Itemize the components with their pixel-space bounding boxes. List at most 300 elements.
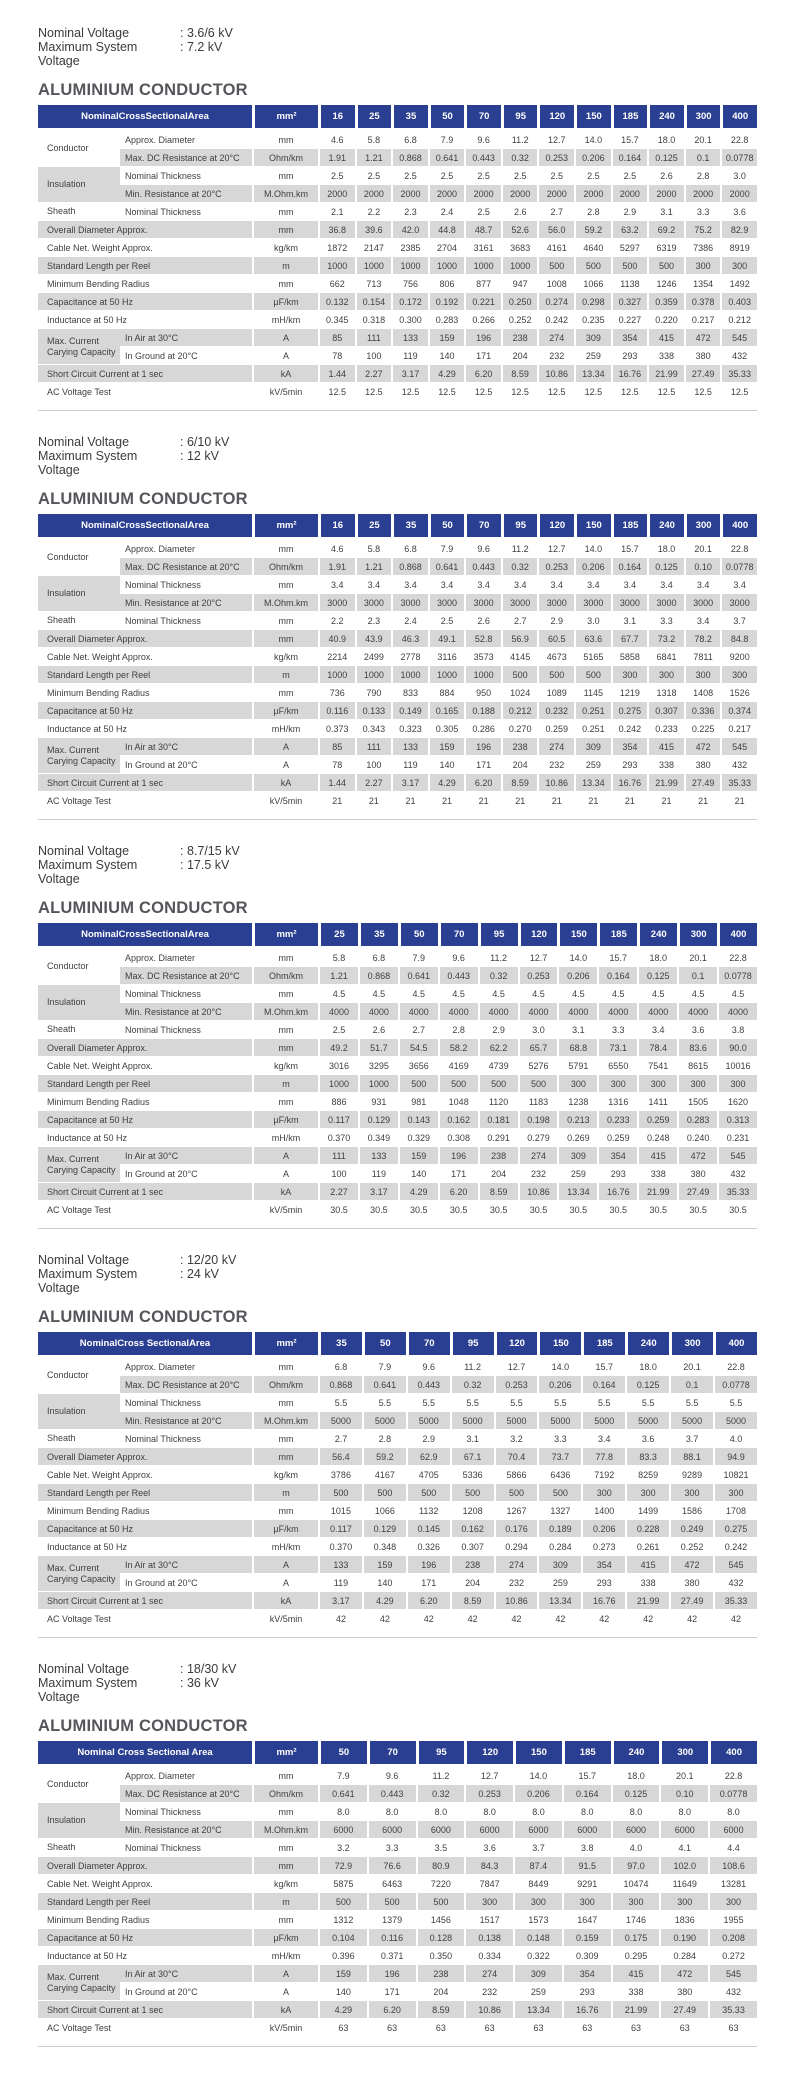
table-row (38, 630, 757, 648)
value-cell: 1000 (358, 1075, 398, 1093)
value-cell: 10.86 (537, 365, 574, 383)
value-cell: 1.44 (318, 365, 355, 383)
value-cell: 102.0 (659, 1857, 708, 1875)
value-cell: 12.5 (647, 383, 684, 401)
row-group-label: Conductor (38, 1767, 120, 1803)
value-cell: 119 (391, 347, 428, 365)
value-cell: 0.298 (574, 293, 611, 311)
value-cell: 0.154 (355, 293, 392, 311)
row-label: AC Voltage Test (38, 1610, 252, 1628)
value-cell: 0.253 (464, 1785, 513, 1803)
value-cell: 7.9 (398, 949, 438, 967)
table-header-row (38, 514, 757, 540)
conductor-spec-table (38, 105, 757, 401)
value-cell: 0.309 (562, 1947, 611, 1965)
value-cell: 8.0 (367, 1803, 416, 1821)
value-cell: 4000 (318, 1003, 358, 1021)
value-cell: 20.1 (659, 1767, 708, 1785)
row-sub-label: Nominal Thickness (120, 203, 252, 221)
table-row (38, 967, 757, 985)
row-unit: A (252, 1574, 318, 1592)
value-cell: 1318 (647, 684, 684, 702)
value-cell: 73.1 (597, 1039, 637, 1057)
nominal-voltage-value: : 8.7/15 kV (180, 844, 240, 858)
max-system-voltage-label: Maximum System Voltage (38, 40, 138, 68)
value-cell: 8449 (513, 1875, 562, 1893)
value-cell: 21.99 (625, 1592, 669, 1610)
row-unit: mm (252, 949, 318, 967)
value-cell: 0.162 (438, 1111, 478, 1129)
size-column-header: 400 (713, 1332, 757, 1358)
voltage-section (38, 26, 757, 411)
value-cell: 2.27 (355, 774, 392, 792)
row-unit: kg/km (252, 239, 318, 257)
value-cell: 7192 (581, 1466, 625, 1484)
row-unit: m (252, 257, 318, 275)
row-unit: A (252, 756, 318, 774)
value-cell: 6463 (367, 1875, 416, 1893)
value-cell: 22.8 (708, 1767, 757, 1785)
value-cell: 5858 (611, 648, 648, 666)
value-cell: 13281 (708, 1875, 757, 1893)
value-cell: 119 (358, 1165, 398, 1183)
row-label: Capacitance at 50 Hz (38, 1520, 252, 1538)
value-cell: 5866 (494, 1466, 538, 1484)
row-label: AC Voltage Test (38, 383, 252, 401)
row-unit: mm (252, 985, 318, 1003)
size-column-header: 300 (684, 105, 721, 131)
value-cell: 3.7 (513, 1839, 562, 1857)
row-label: Standard Length per Reel (38, 666, 252, 684)
row-label: Minimum Bending Radius (38, 1093, 252, 1111)
value-cell: 5.5 (450, 1394, 494, 1412)
value-cell: 500 (450, 1484, 494, 1502)
size-column-header: 185 (611, 514, 648, 540)
row-label: Overall Diameter Approx. (38, 1039, 252, 1057)
value-cell: 0.252 (669, 1538, 713, 1556)
table-row (38, 383, 757, 401)
value-cell: 0.242 (611, 720, 648, 738)
value-cell: 3.2 (318, 1839, 367, 1857)
max-system-voltage-line (38, 858, 757, 886)
row-unit: kg/km (252, 1466, 318, 1484)
value-cell: 35.33 (720, 365, 757, 383)
value-cell: 2.9 (537, 612, 574, 630)
value-cell: 8.0 (464, 1803, 513, 1821)
value-cell: 9.6 (438, 949, 478, 967)
value-cell: 0.283 (677, 1111, 717, 1129)
value-cell: 0.162 (450, 1520, 494, 1538)
value-cell: 30.5 (438, 1201, 478, 1219)
value-cell: 4.5 (557, 985, 597, 1003)
value-cell: 1000 (501, 257, 538, 275)
value-cell: 100 (318, 1165, 358, 1183)
value-cell: 0.868 (391, 149, 428, 167)
value-cell: 0.217 (684, 311, 721, 329)
value-cell: 6000 (367, 1821, 416, 1839)
value-cell: 1000 (355, 257, 392, 275)
row-unit: µF/km (252, 702, 318, 720)
value-cell: 6000 (562, 1821, 611, 1839)
value-cell: 5.5 (581, 1394, 625, 1412)
value-cell: 0.327 (611, 293, 648, 311)
value-cell: 1.91 (318, 558, 355, 576)
value-cell: 7386 (684, 239, 721, 257)
table-row (38, 684, 757, 702)
row-sub-label: Min. Resistance at 20°C (120, 1412, 252, 1430)
value-cell: 2.5 (464, 167, 501, 185)
value-cell: 0.242 (537, 311, 574, 329)
value-cell: 0.206 (574, 149, 611, 167)
value-cell: 1066 (362, 1502, 406, 1520)
value-cell: 2499 (355, 648, 392, 666)
value-cell: 500 (416, 1893, 465, 1911)
table-row (38, 1057, 757, 1075)
size-column-header: 70 (464, 514, 501, 540)
table-row (38, 1003, 757, 1021)
row-unit: kV/5min (252, 1201, 318, 1219)
table-row (38, 1929, 757, 1947)
max-system-voltage-value: : 24 kV (180, 1267, 219, 1281)
row-sub-label: Nominal Thickness (120, 612, 252, 630)
value-cell: 3.4 (720, 576, 757, 594)
value-cell: 0.279 (518, 1129, 558, 1147)
size-column-header: 95 (478, 923, 518, 949)
row-unit: A (252, 347, 318, 365)
row-unit: A (252, 1165, 318, 1183)
value-cell: 950 (464, 684, 501, 702)
table-row (38, 293, 757, 311)
value-cell: 293 (581, 1574, 625, 1592)
value-cell: 0.164 (562, 1785, 611, 1803)
value-cell: 0.349 (358, 1129, 398, 1147)
row-unit: kA (252, 2001, 318, 2019)
voltage-info-block (38, 26, 757, 68)
table-title: ALUMINIUM CONDUCTOR (38, 490, 248, 508)
row-sub-label: Nominal Thickness (120, 576, 252, 594)
value-cell: 1400 (581, 1502, 625, 1520)
value-cell: 8.0 (513, 1803, 562, 1821)
value-cell: 5.5 (318, 1394, 362, 1412)
value-cell: 27.49 (684, 774, 721, 792)
value-cell: 238 (416, 1965, 465, 1983)
value-cell: 0.371 (367, 1947, 416, 1965)
value-cell: 338 (647, 756, 684, 774)
value-cell: 0.443 (464, 149, 501, 167)
value-cell: 1138 (611, 275, 648, 293)
value-cell: 3.3 (537, 1430, 581, 1448)
row-unit: mm (252, 612, 318, 630)
row-unit: m (252, 1484, 318, 1502)
value-cell: 44.8 (428, 221, 465, 239)
value-cell: 3000 (537, 594, 574, 612)
value-cell: 43.9 (355, 630, 392, 648)
value-cell: 133 (391, 329, 428, 347)
value-cell: 3.3 (647, 612, 684, 630)
value-cell: 833 (391, 684, 428, 702)
value-cell: 300 (513, 1893, 562, 1911)
value-cell: 84.3 (464, 1857, 513, 1875)
max-system-voltage-line (38, 449, 757, 477)
row-group-label: Conductor (38, 131, 120, 167)
value-cell: 0.269 (557, 1129, 597, 1147)
value-cell: 0.212 (720, 311, 757, 329)
value-cell: 7.9 (362, 1358, 406, 1376)
value-cell: 3000 (464, 594, 501, 612)
value-cell: 2.5 (355, 167, 392, 185)
value-cell: 20.1 (684, 540, 721, 558)
value-cell: 500 (362, 1484, 406, 1502)
value-cell: 0.1 (669, 1376, 713, 1394)
value-cell: 0.0778 (720, 558, 757, 576)
table-row (38, 1021, 757, 1039)
value-cell: 10.86 (464, 2001, 513, 2019)
value-cell: 1066 (574, 275, 611, 293)
table-row (38, 365, 757, 383)
row-sub-label: Max. DC Resistance at 20°C (120, 1785, 252, 1803)
row-label: Minimum Bending Radius (38, 1502, 252, 1520)
value-cell: 8.0 (611, 1803, 660, 1821)
size-column-header: 16 (318, 105, 355, 131)
value-cell: 259 (574, 347, 611, 365)
row-group-label: Sheath (38, 1839, 120, 1857)
table-row (38, 149, 757, 167)
value-cell: 1411 (637, 1093, 677, 1111)
row-unit: kV/5min (252, 1610, 318, 1628)
row-label: Cable Net. Weight Approx. (38, 648, 252, 666)
value-cell: 2.5 (574, 167, 611, 185)
value-cell: 0.275 (713, 1520, 757, 1538)
table-header-row (38, 923, 757, 949)
value-cell: 736 (318, 684, 355, 702)
value-cell: 4.5 (518, 985, 558, 1003)
value-cell: 16.76 (611, 774, 648, 792)
value-cell: 63 (513, 2019, 562, 2037)
value-cell: 49.2 (318, 1039, 358, 1057)
size-column-header: 95 (450, 1332, 494, 1358)
value-cell: 432 (717, 1165, 757, 1183)
row-label: Inductance at 50 Hz (38, 1129, 252, 1147)
row-label: AC Voltage Test (38, 2019, 252, 2037)
value-cell: 4.5 (318, 985, 358, 1003)
size-column-header: 35 (358, 923, 398, 949)
value-cell: 12.7 (464, 1767, 513, 1785)
value-cell: 0.284 (537, 1538, 581, 1556)
value-cell: 3000 (611, 594, 648, 612)
value-cell: 2.8 (574, 203, 611, 221)
value-cell: 21 (428, 792, 465, 810)
value-cell: 3.6 (677, 1021, 717, 1039)
value-cell: 0.284 (659, 1947, 708, 1965)
value-cell: 0.116 (318, 702, 355, 720)
value-cell: 100 (355, 756, 392, 774)
value-cell: 111 (355, 329, 392, 347)
size-column-header: 25 (318, 923, 358, 949)
value-cell: 1008 (537, 275, 574, 293)
value-cell: 4.29 (428, 774, 465, 792)
value-cell: 7.9 (318, 1767, 367, 1785)
value-cell: 0.295 (611, 1947, 660, 1965)
nominal-voltage-value: : 3.6/6 kV (180, 26, 233, 40)
value-cell: 3.0 (518, 1021, 558, 1039)
value-cell: 0.233 (597, 1111, 637, 1129)
value-cell: 21 (318, 792, 355, 810)
value-cell: 432 (708, 1983, 757, 2001)
table-row (38, 1983, 757, 2001)
value-cell: 4.1 (659, 1839, 708, 1857)
size-column-header: 150 (513, 1741, 562, 1767)
value-cell: 4739 (478, 1057, 518, 1075)
value-cell: 4.5 (438, 985, 478, 1003)
value-cell: 8.0 (416, 1803, 465, 1821)
table-row (38, 203, 757, 221)
value-cell: 9.6 (367, 1767, 416, 1785)
value-cell: 0.251 (574, 720, 611, 738)
value-cell: 8.59 (501, 365, 538, 383)
row-sub-label: In Ground at 20°C (120, 1574, 252, 1592)
value-cell: 63 (318, 2019, 367, 2037)
row-sub-label: In Ground at 20°C (120, 347, 252, 365)
value-cell: 0.313 (717, 1111, 757, 1129)
value-cell: 11.2 (416, 1767, 465, 1785)
value-cell: 51.7 (358, 1039, 398, 1057)
value-cell: 0.403 (720, 293, 757, 311)
row-sub-label: Nominal Thickness (120, 1394, 252, 1412)
value-cell: 0.233 (647, 720, 684, 738)
value-cell: 0.291 (478, 1129, 518, 1147)
value-cell: 18.0 (647, 131, 684, 149)
value-cell: 8919 (720, 239, 757, 257)
value-cell: 63 (659, 2019, 708, 2037)
value-cell: 12.5 (574, 383, 611, 401)
value-cell: 18.0 (625, 1358, 669, 1376)
row-sub-label: Max. DC Resistance at 20°C (120, 1376, 252, 1394)
value-cell: 9.6 (406, 1358, 450, 1376)
value-cell: 27.49 (669, 1592, 713, 1610)
row-label: Inductance at 50 Hz (38, 1538, 252, 1556)
row-unit: mm (252, 1394, 318, 1412)
value-cell: 6.20 (438, 1183, 478, 1201)
value-cell: 4000 (358, 1003, 398, 1021)
value-cell: 354 (581, 1556, 625, 1574)
value-cell: 6000 (611, 1821, 660, 1839)
row-label: Overall Diameter Approx. (38, 1448, 252, 1466)
value-cell: 2.9 (406, 1430, 450, 1448)
value-cell: 5000 (450, 1412, 494, 1430)
value-cell: 1492 (720, 275, 757, 293)
value-cell: 1000 (391, 257, 428, 275)
value-cell: 4.6 (318, 131, 355, 149)
row-group-label: Insulation (38, 1394, 120, 1430)
value-cell: 4.5 (597, 985, 637, 1003)
value-cell: 6841 (647, 648, 684, 666)
row-unit: mm (252, 1448, 318, 1466)
value-cell: 1955 (708, 1911, 757, 1929)
value-cell: 3.4 (574, 576, 611, 594)
value-cell: 83.6 (677, 1039, 717, 1057)
size-column-header: 35 (318, 1332, 362, 1358)
value-cell: 1219 (611, 684, 648, 702)
value-cell: 35.33 (713, 1592, 757, 1610)
row-label: Short Circuit Current at 1 sec (38, 1592, 252, 1610)
value-cell: 0.148 (513, 1929, 562, 1947)
value-cell: 0.370 (318, 1129, 358, 1147)
value-cell: 2.7 (537, 203, 574, 221)
value-cell: 415 (647, 738, 684, 756)
value-cell: 3000 (647, 594, 684, 612)
nominal-voltage-value: : 6/10 kV (180, 435, 230, 449)
value-cell: 56.4 (318, 1448, 362, 1466)
value-cell: 293 (611, 347, 648, 365)
row-sub-label: In Ground at 20°C (120, 1983, 252, 2001)
value-cell: 2147 (355, 239, 392, 257)
value-cell: 0.231 (717, 1129, 757, 1147)
value-cell: 300 (713, 1484, 757, 1502)
value-cell: 30.5 (677, 1201, 717, 1219)
value-cell: 309 (574, 738, 611, 756)
value-cell: 78 (318, 347, 355, 365)
value-cell: 11.2 (478, 949, 518, 967)
value-cell: 354 (611, 738, 648, 756)
value-cell: 0.32 (478, 967, 518, 985)
row-group-label: Sheath (38, 612, 120, 630)
row-sub-label: Max. DC Resistance at 20°C (120, 149, 252, 167)
size-column-header: 35 (391, 105, 428, 131)
value-cell: 300 (611, 1893, 660, 1911)
value-cell: 40.9 (318, 630, 355, 648)
size-column-header: 70 (406, 1332, 450, 1358)
nominal-voltage-label: Nominal Voltage (38, 435, 130, 449)
value-cell: 67.7 (611, 630, 648, 648)
value-cell: 1208 (450, 1502, 494, 1520)
value-cell: 2.2 (355, 203, 392, 221)
value-cell: 5000 (362, 1412, 406, 1430)
value-cell: 63 (367, 2019, 416, 2037)
value-cell: 259 (574, 756, 611, 774)
value-cell: 0.133 (355, 702, 392, 720)
value-cell: 4000 (637, 1003, 677, 1021)
value-cell: 354 (611, 329, 648, 347)
value-cell: 4.29 (428, 365, 465, 383)
value-cell: 1183 (518, 1093, 558, 1111)
value-cell: 42 (406, 1610, 450, 1628)
value-cell: 3.4 (355, 576, 392, 594)
row-group-label: Max. Current Carying Capacity (38, 738, 120, 774)
value-cell: 0.175 (611, 1929, 660, 1947)
value-cell: 8.59 (416, 2001, 465, 2019)
value-cell: 7847 (464, 1875, 513, 1893)
value-cell: 22.8 (717, 949, 757, 967)
value-cell: 0.345 (318, 311, 355, 329)
value-cell: 63 (464, 2019, 513, 2037)
value-cell: 11649 (659, 1875, 708, 1893)
row-unit: m (252, 1893, 318, 1911)
value-cell: 300 (684, 666, 721, 684)
size-column-header: 150 (557, 923, 597, 949)
row-unit: A (252, 1965, 318, 1983)
value-cell: 5000 (669, 1412, 713, 1430)
value-cell: 300 (677, 1075, 717, 1093)
value-cell: 4000 (518, 1003, 558, 1021)
value-cell: 1872 (318, 239, 355, 257)
value-cell: 931 (358, 1093, 398, 1111)
value-cell: 4000 (398, 1003, 438, 1021)
value-cell: 63 (708, 2019, 757, 2037)
value-cell: 12.5 (611, 383, 648, 401)
row-unit: mm (252, 203, 318, 221)
row-unit: mm (252, 1358, 318, 1376)
value-cell: 0.868 (391, 558, 428, 576)
